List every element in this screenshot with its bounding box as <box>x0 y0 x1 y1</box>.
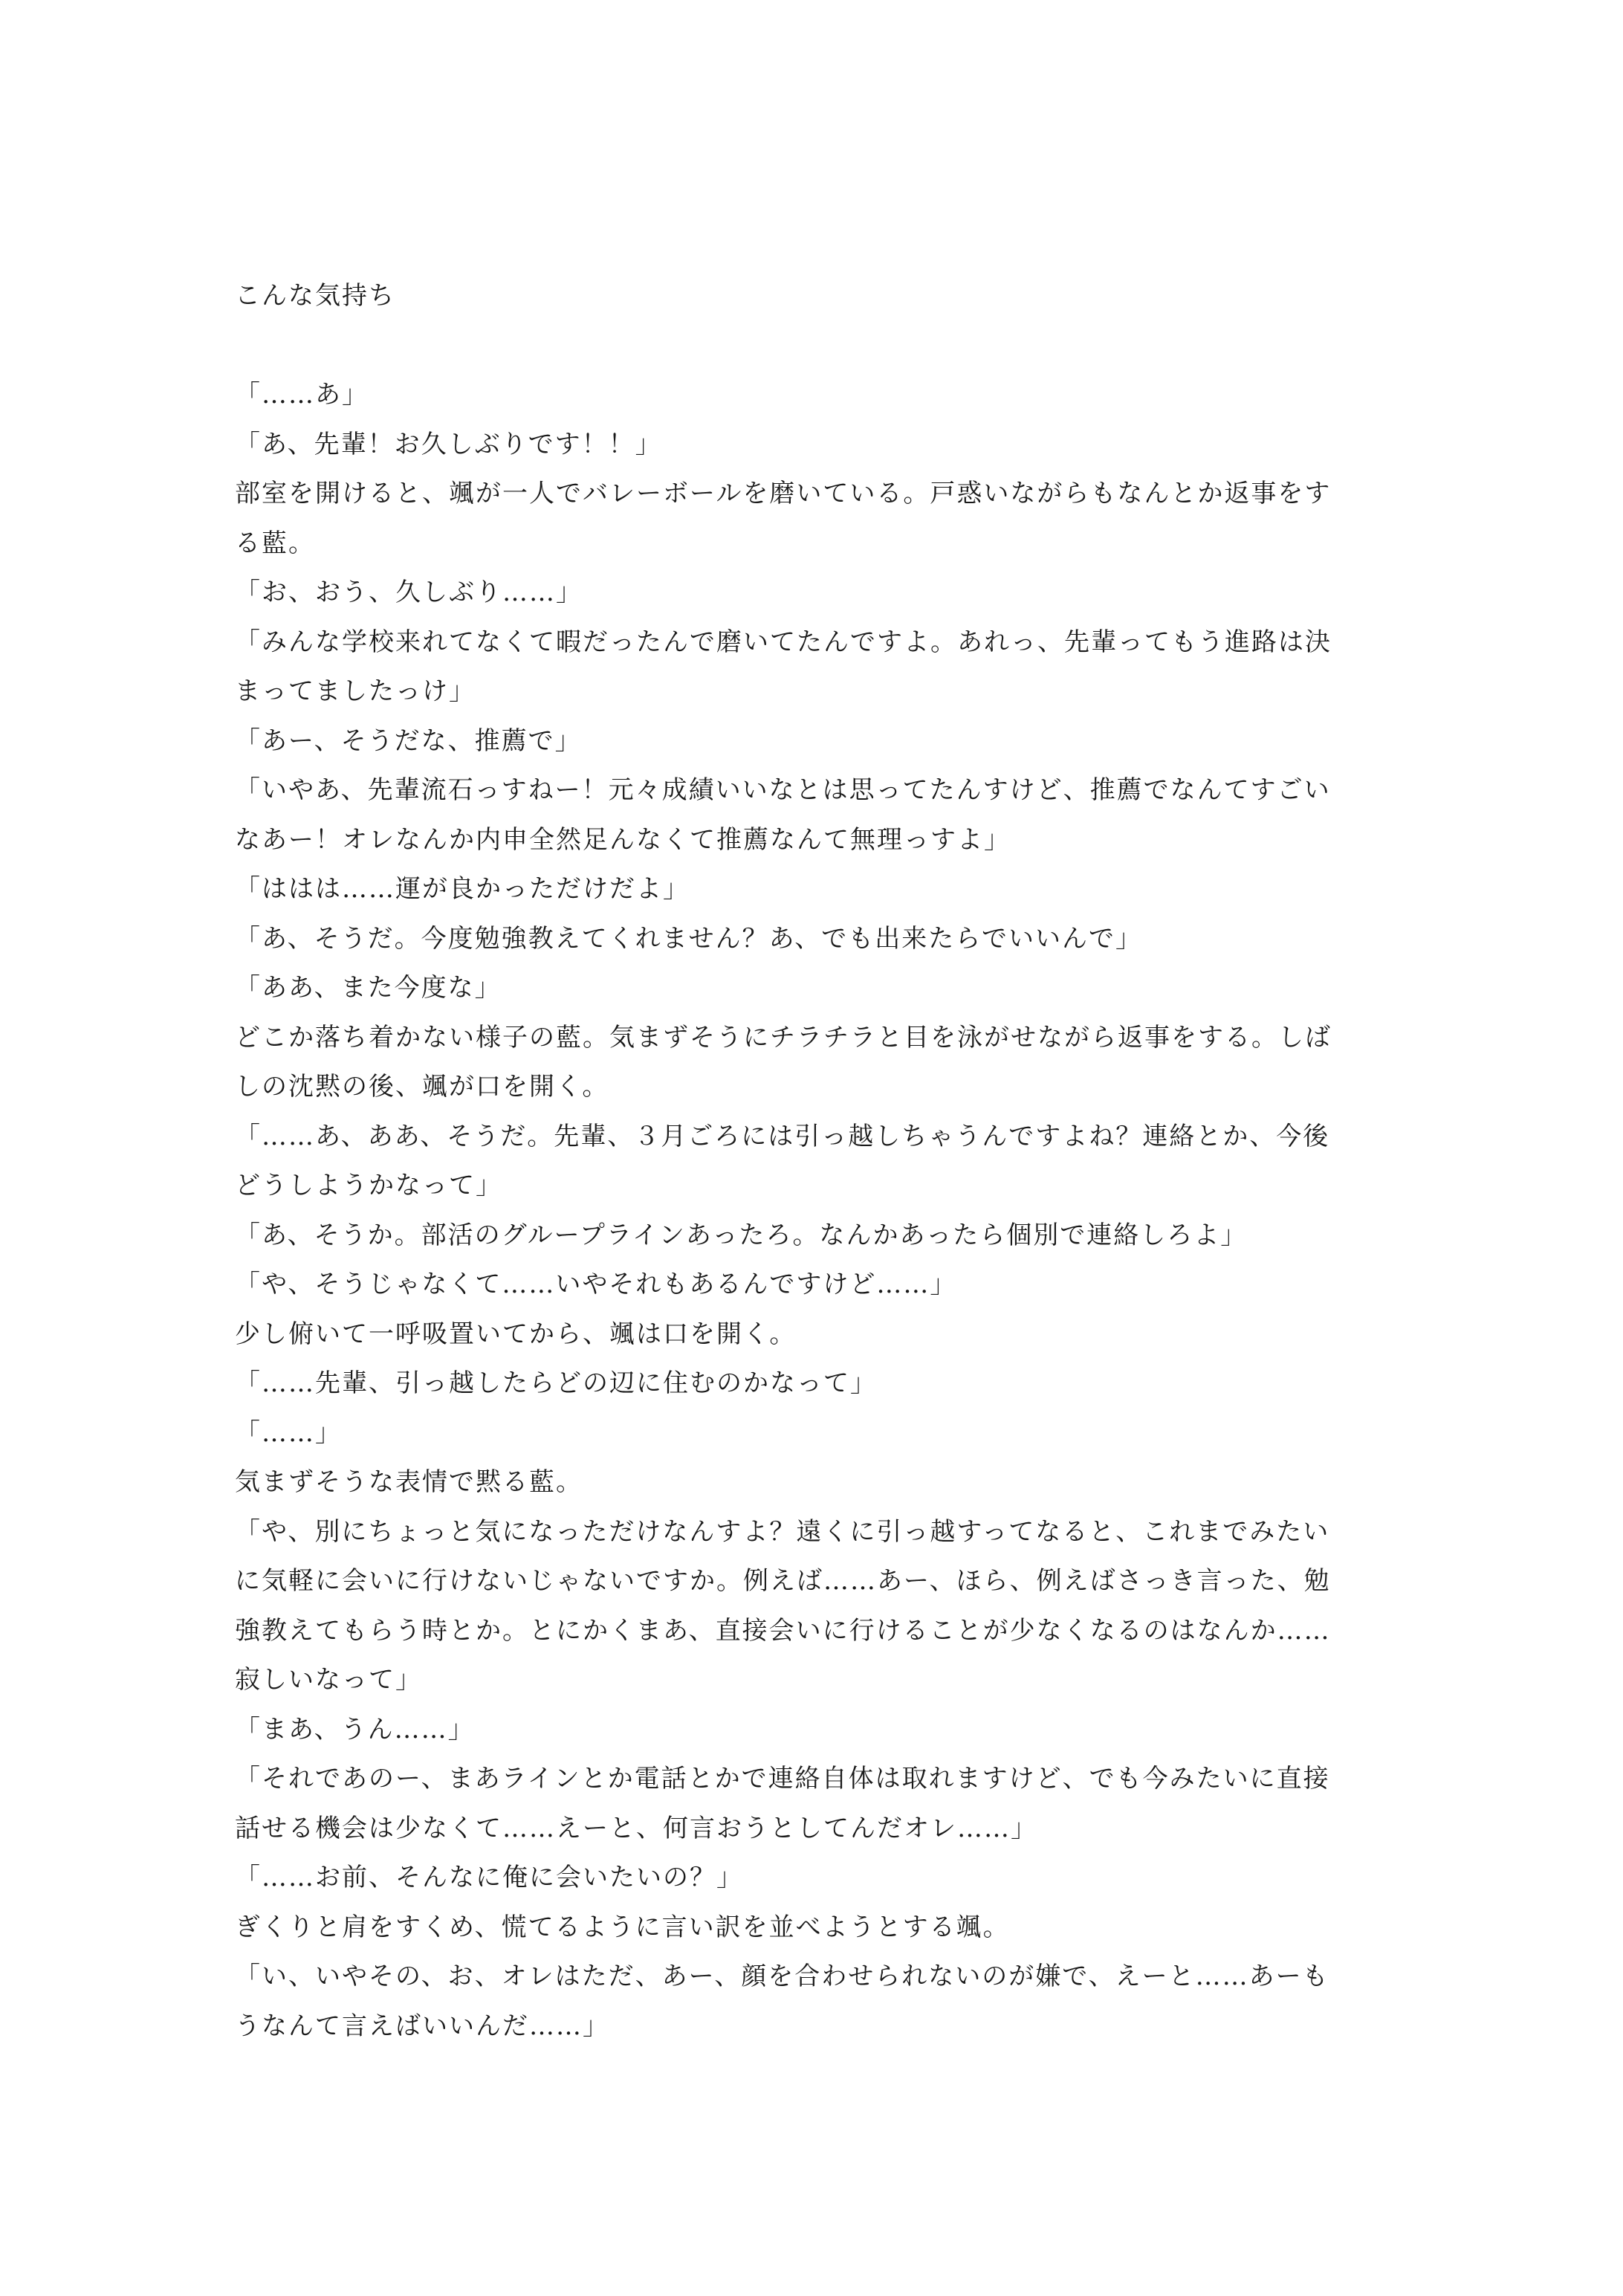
text-line: 「……あ」 <box>235 380 369 410</box>
text-line: 「い、いやその、お、オレはただ、あー、顔を合わせられないのが嫌で、えーと……あーも <box>235 1962 1329 1991</box>
text-line: 「いやあ、先輩流石っすねー！元々成績いいなとは思ってたんすけど、推薦でなんてすごい <box>235 775 1331 805</box>
text-line: まってましたっけ」 <box>235 676 476 706</box>
text-line: ぎくりと肩をすくめ、慌てるように言い訳を並べようとする颯。 <box>235 1912 1010 1942</box>
text-line: 「ああ、また今度な」 <box>235 973 502 1003</box>
text-line: しの沈黙の後、颯が口を開く。 <box>235 1072 609 1102</box>
text-line: どうしようかなって」 <box>235 1171 502 1200</box>
text-line: 気まずそうな表情で黙る藍。 <box>235 1467 583 1497</box>
text-line: 「みんな学校来れてなくて暇だったんで磨いてたんですよ。あれっ、先輩ってもう進路は決 <box>235 627 1332 657</box>
text-line: 「お、おう、久しぶり……」 <box>235 578 583 607</box>
text-line: 「あ、そうだ。今度勉強教えてくれません？あ、でも出来たらでいいんで」 <box>235 923 1142 954</box>
blank-line <box>235 321 1402 371</box>
text-line: 「や、別にちょっと気になっただけなんすよ？遠くに引っ越すってなると、これまでみたい <box>235 1516 1330 1547</box>
text-line: 「……お前、そんなに俺に会いたいの？」 <box>235 1863 743 1892</box>
text-line: 「……先輩、引っ越したらどの辺に住むのかなって」 <box>235 1368 877 1398</box>
text-line: 「あ、先輩！お久しぶりです！！」 <box>235 429 662 459</box>
paragraph-lines <box>235 370 1402 2051</box>
text-line: る藍。 <box>235 528 315 558</box>
text-line: 寂しいなって」 <box>235 1665 422 1695</box>
text-line: なあー！オレなんか内申全然足んなくて推薦なんて無理っすよ」 <box>235 824 1011 855</box>
text-line: 少し俯いて一呼吸置いてから、颯は口を開く。 <box>235 1319 797 1349</box>
text-line: に気軽に会いに行けないじゃないですか。例えば……あー、ほら、例えばさっき言った、勉 <box>235 1566 1331 1596</box>
text-line: 「あ、そうか。部活のグループラインあったろ。なんかあったら個別で連絡しろよ」 <box>235 1220 1248 1250</box>
text-line: 「……あ、ああ、そうだ。先輩、３月ごろには引っ越しちゃうんですよね？連絡とか、今後 <box>235 1121 1330 1151</box>
text-line: 「ははは……運が良かっただけだよ」 <box>235 874 690 904</box>
text-line: 「まあ、うん……」 <box>235 1714 475 1744</box>
document-body <box>235 271 1402 2051</box>
text-line: 強教えてもらう時とか。とにかくまあ、直接会いに行けることが少なくなるのはなんか…… <box>235 1615 1331 1646</box>
text-line: 「……」 <box>235 1417 342 1448</box>
text-line: 「や、そうじゃなくて……いやそれもあるんですけど……」 <box>235 1270 957 1299</box>
text-line: 話せる機会は少なくて……えーと、何言おうとしてんだオレ……」 <box>235 1813 1037 1843</box>
text-line: 部室を開けると、颯が一人でバレーボールを磨いている。戸惑いながらもなんとか返事をす <box>235 479 1332 508</box>
text-line: どこか落ち着かない様子の藍。気まずそうにチラチラと目を泳がせながら返事をする。しば <box>235 1022 1332 1052</box>
text-line: 「あー、そうだな、推薦で」 <box>235 725 582 756</box>
text-line: うなんて言えばいいんだ……」 <box>235 2011 609 2041</box>
text-line: 「それであのー、まあラインとか電話とかで連絡自体は取れますけど、でも今みたいに直接 <box>235 1764 1330 1794</box>
document-title: こんな気持ち <box>235 281 395 311</box>
